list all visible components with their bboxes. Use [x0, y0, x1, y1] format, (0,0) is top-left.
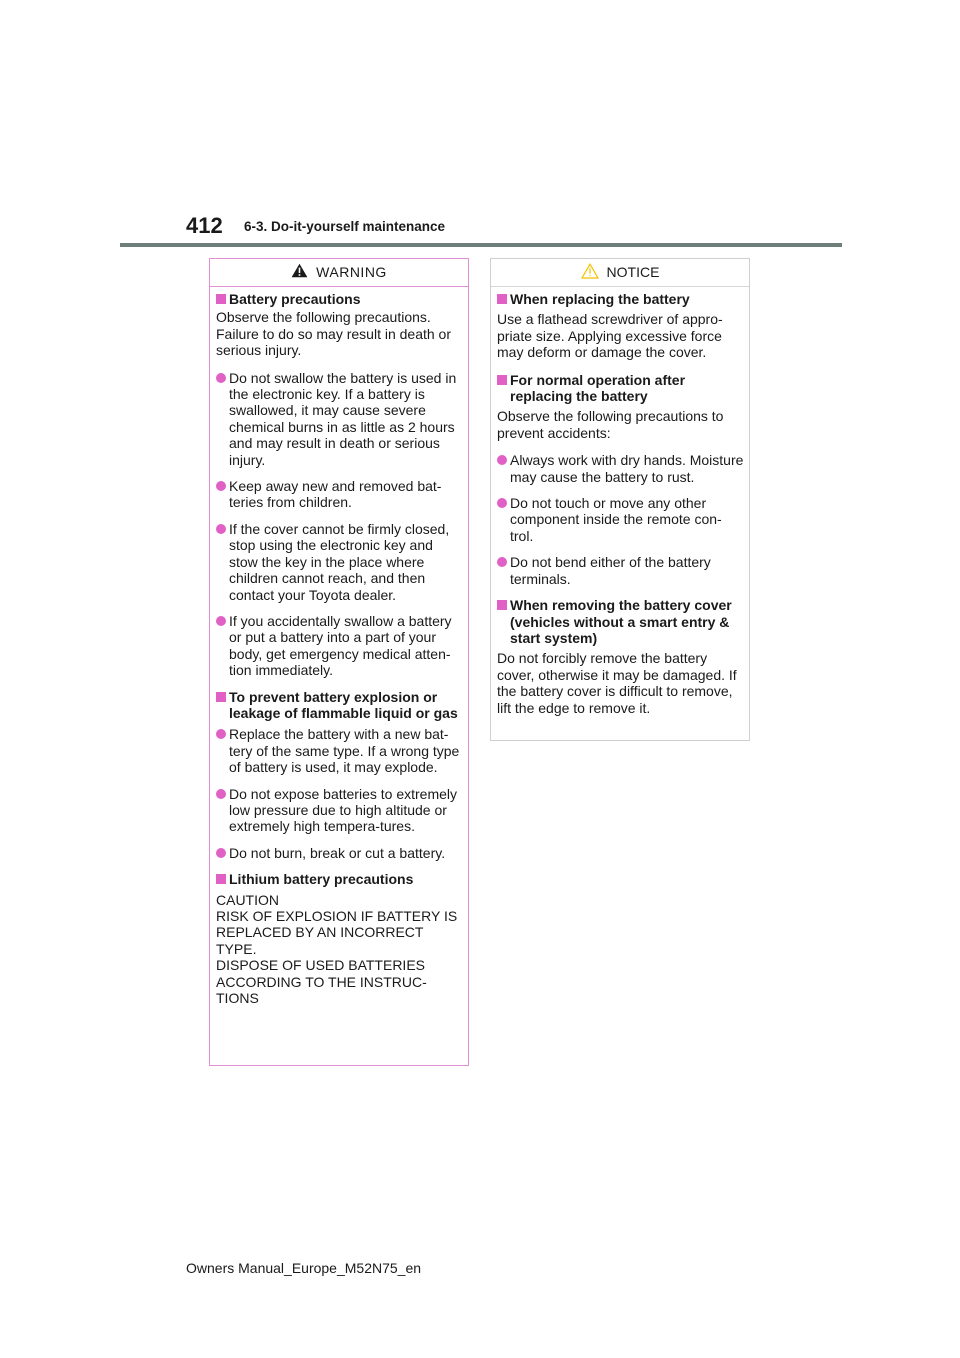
square-bullet-icon: [216, 874, 226, 884]
round-bullet-icon: [216, 729, 226, 739]
section-intro: Observe the following precautions. Failure to do so may result in death or serious injury.: [216, 309, 452, 359]
bullet-item: Keep away new and removed bat-teries from children.: [216, 478, 463, 511]
bullet-item: Replace the battery with a new bat-tery of the same type. If a wrong type of battery is used, it may explode.: [216, 726, 463, 775]
bullet-item: Always work with dry hands. Moisture may cause the battery to rust.: [497, 452, 744, 485]
round-bullet-icon: [216, 524, 226, 534]
section-intro: Use a flathead screwdriver of appro-priate size. Applying excessive force may deform or damage the cover.: [497, 311, 723, 361]
warning-header: [210, 259, 468, 287]
round-bullet-icon: [216, 481, 226, 491]
bullet-item: Do not burn, break or cut a battery.: [216, 845, 463, 861]
notice-header: [491, 259, 749, 287]
warning-title: WARNING: [316, 264, 387, 281]
square-bullet-icon: [497, 600, 507, 610]
caution-triangle-icon: [581, 263, 599, 282]
header-rule: [120, 243, 842, 247]
bullet-item: Do not swallow the battery is used in the electronic key. If a battery is swallowed, it may cause severe chemical burns in as little as 2 hours and may result in death or serious injury.: [216, 370, 463, 468]
caution-text: CAUTION RISK OF EXPLOSION IF BATTERY IS REPLACED BY AN INCORRECT TYPE. DISPOSE OF USED BATTERIES ACCORDING TO THE INSTRUC-TIONS: [216, 891, 458, 1007]
round-bullet-icon: [216, 616, 226, 626]
square-bullet-icon: [216, 294, 226, 304]
round-bullet-icon: [216, 789, 226, 799]
section-title: 6-3. Do-it-yourself maintenance: [244, 219, 446, 234]
warning-triangle-icon: [291, 263, 308, 281]
warning-box: [209, 258, 469, 1066]
bullet-item: Do not bend either of the battery terminals.: [497, 554, 744, 587]
page-number: 412: [186, 213, 223, 238]
square-bullet-icon: [497, 375, 507, 385]
footer-text: Owners Manual_Europe_M52N75_en: [186, 1260, 422, 1276]
round-bullet-icon: [216, 848, 226, 858]
round-bullet-icon: [216, 373, 226, 383]
section-intro: Do not forcibly remove the battery cover, otherwise it may be damaged. If the battery cover is difficult to remove, lift the edge to remove it.: [497, 650, 737, 716]
notice-title: NOTICE: [606, 264, 660, 281]
square-bullet-icon: [216, 692, 226, 702]
section-heading: For normal operation after replacing the battery: [497, 372, 744, 405]
section-intro: Observe the following precautions to prevent accidents:: [497, 408, 724, 441]
bullet-item: If you accidentally swallow a battery or put a battery into a part of your body, get emergency medical atten-tion immediately.: [216, 613, 463, 679]
section-heading: When removing the battery cover (vehicles without a smart entry & start system): [497, 597, 744, 646]
round-bullet-icon: [497, 498, 507, 508]
bullet-item: Do not touch or move any other component inside the remote con-trol.: [497, 495, 744, 544]
section-heading: When replacing the battery: [497, 291, 744, 307]
square-bullet-icon: [497, 294, 507, 304]
round-bullet-icon: [497, 455, 507, 465]
notice-box: [490, 258, 750, 741]
section-heading: Battery precautions: [216, 291, 463, 307]
bullet-item: If the cover cannot be firmly closed, stop using the electronic key and stow the key in the place where children cannot reach, and then contact your Toyota dealer.: [216, 521, 463, 603]
section-heading: To prevent battery explosion or leakage of flammable liquid or gas: [216, 689, 463, 722]
section-heading: Lithium battery precautions: [216, 871, 463, 887]
round-bullet-icon: [497, 557, 507, 567]
bullet-item: Do not expose batteries to extremely low pressure due to high altitude or extremely high tempera-tures.: [216, 786, 463, 835]
